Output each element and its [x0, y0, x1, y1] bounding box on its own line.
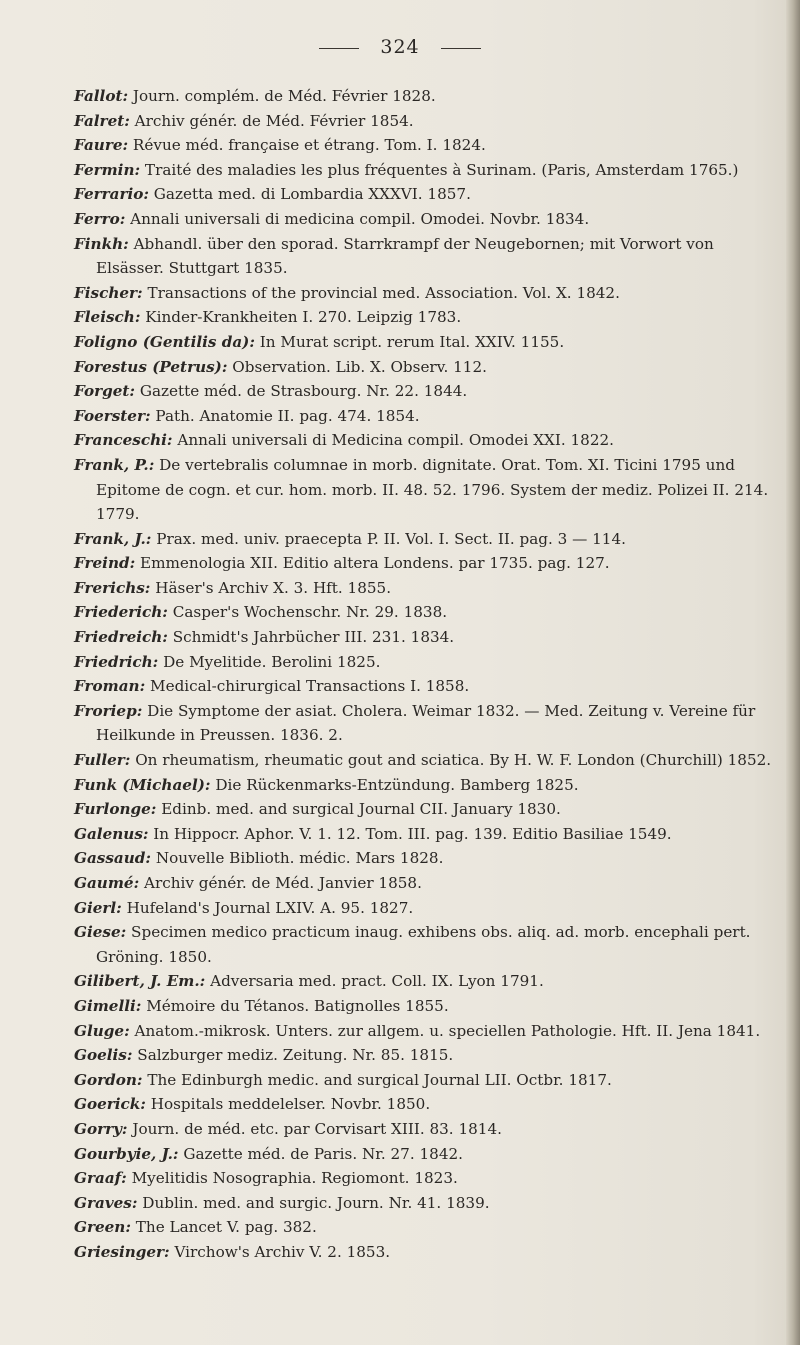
entry-text: Dublin. med. and surgic. Journ. Nr. 41. 1839. — [137, 1193, 490, 1212]
bibliography-entry — [74, 551, 779, 576]
header-rule-right — [441, 48, 481, 49]
bibliography-entry — [74, 305, 779, 330]
entry-text: De Myelitide. Berolini 1825. — [158, 652, 381, 671]
entry-author: Green: — [74, 1218, 131, 1237]
bibliography-entry — [74, 822, 779, 847]
entry-author: Fischer: — [74, 283, 143, 302]
bibliography-entry — [74, 1092, 779, 1117]
bibliography-entry — [74, 1215, 779, 1240]
bibliography-entry — [74, 896, 779, 921]
entry-author: Froriep: — [74, 701, 143, 720]
entry-author: Griesinger: — [74, 1242, 170, 1261]
entry-author: Fermin: — [74, 160, 141, 179]
entry-text: Traité des maladies les plus fréquentes à Surinam. (Paris, Amsterdam 1765.) — [140, 160, 739, 179]
bibliography-entry — [74, 428, 779, 453]
entry-author: Frank, P.: — [74, 455, 155, 474]
entry-author: Forget: — [74, 382, 135, 401]
page-header — [0, 36, 800, 58]
bibliography-entry — [74, 1191, 779, 1216]
bibliography-entry — [74, 281, 779, 306]
entry-text: Transactions of the provincial med. Association. Vol. X. 1842. — [142, 283, 620, 302]
entry-text: Journ. complém. de Méd. Février 1828. — [128, 87, 436, 105]
entry-author: Friederich: — [74, 603, 168, 622]
entry-text: Kinder-Krankheiten I. 270. Leipzig 1783. — [140, 308, 462, 327]
bibliography-list — [74, 84, 779, 1265]
entry-text: The Lancet V. pag. 382. — [130, 1218, 317, 1237]
entry-text: On rheumatism, rheumatic gout and sciatica. By H. W. F. London (Churchill) 1852. — [130, 751, 772, 770]
entry-text: Hospitals meddelelser. Novbr. 1850. — [145, 1095, 431, 1114]
entry-author: Frank, J.: — [74, 529, 152, 548]
entry-text: Specimen medico practicum inaug. exhibens obs. aliq. ad. morb. encephali pert. Gröning. 1850. — [96, 923, 751, 966]
entry-author: Gilibert, J. Em.: — [74, 972, 206, 991]
entry-author: Gassaud: — [74, 849, 152, 868]
bibliography-entry — [74, 133, 779, 158]
entry-text: De vertebralis columnae in morb. dignitate. Orat. Tom. XI. Ticini 1795 und Epitome de cogn. et cur. hom. morb. II. 48. 52. 1796. System der mediz. Polizei II. 214. 1779. — [96, 455, 769, 524]
entry-author: Graaf: — [74, 1169, 127, 1188]
bibliography-entry — [74, 871, 779, 896]
bibliography-entry — [74, 232, 779, 281]
entry-author: Galenus: — [74, 824, 149, 843]
bibliography-entry — [74, 674, 779, 699]
entry-text: Archiv génér. de Méd. Janvier 1858. — [139, 874, 422, 892]
bibliography-entry — [74, 1068, 779, 1093]
entry-text: Prax. med. univ. praecepta P. II. Vol. I. Sect. II. pag. 3 — 114. — [151, 529, 626, 548]
entry-author: Gluge: — [74, 1021, 130, 1040]
bibliography-entry — [74, 109, 779, 134]
entry-text: Die Rückenmarks-Entzündung. Bamberg 1825. — [210, 775, 579, 794]
entry-text: In Murat script. rerum Ital. XXIV. 1155. — [254, 332, 565, 351]
entry-text: In Hippocr. Aphor. V. 1. 12. Tom. III. pag. 139. Editio Basiliae 1549. — [148, 824, 672, 843]
entry-author: Friedrich: — [74, 652, 159, 671]
entry-text: Archiv génér. de Méd. Février 1854. — [129, 111, 414, 130]
entry-author: Fallot: — [74, 87, 129, 105]
entry-author: Gordon: — [74, 1070, 143, 1089]
entry-text: Virchow's Archiv V. 2. 1853. — [169, 1242, 391, 1261]
entry-author: Ferrario: — [74, 185, 149, 204]
entry-author: Gaumé: — [74, 874, 140, 892]
entry-text: Nouvelle Biblioth. médic. Mars 1828. — [151, 849, 444, 868]
entry-text: Abhandl. über den sporad. Starrkrampf der Neugebornen; mit Vorwort von Elsässer. Stuttgart 1835. — [96, 234, 714, 278]
page-number: 324 — [380, 36, 420, 58]
entry-author: Fleisch: — [74, 308, 141, 327]
entry-author: Faure: — [74, 136, 129, 155]
bibliography-entry — [74, 379, 779, 404]
bibliography-entry — [74, 1117, 779, 1142]
entry-author: Falret: — [74, 111, 130, 130]
page-edge-shadow — [786, 0, 800, 1345]
entry-author: Furlonge: — [74, 800, 157, 819]
bibliography-entry — [74, 84, 779, 109]
bibliography-entry — [74, 625, 779, 650]
entry-author: Fuller: — [74, 751, 131, 770]
entry-text: Annali universali di medicina compil. Omodei. Novbr. 1834. — [125, 209, 590, 228]
bibliography-entry — [74, 330, 779, 355]
entry-text: Hufeland's Journal LXIV. A. 95. 1827. — [121, 898, 414, 917]
bibliography-entry — [74, 600, 779, 625]
entry-author: Giese: — [74, 923, 127, 942]
entry-author: Gimelli: — [74, 996, 142, 1015]
entry-author: Freind: — [74, 554, 136, 573]
entry-text: Observation. Lib. X. Observ. 112. — [227, 357, 487, 376]
entry-text: Gazetta med. di Lombardia XXXVI. 1857. — [148, 185, 471, 204]
entry-text: Salzburger mediz. Zeitung. Nr. 85. 1815. — [132, 1046, 454, 1065]
bibliography-entry — [74, 748, 779, 773]
entry-text: Adversaria med. pract. Coll. IX. Lyon 1791. — [205, 972, 544, 991]
bibliography-entry — [74, 797, 779, 822]
entry-text: Annali universali di Medicina compil. Omodei XXI. 1822. — [172, 431, 614, 450]
entry-author: Frerichs: — [74, 578, 151, 597]
bibliography-entry — [74, 1142, 779, 1167]
entry-author: Gierl: — [74, 898, 122, 917]
bibliography-entry — [74, 1166, 779, 1191]
bibliography-entry — [74, 920, 779, 969]
entry-text: Häser's Archiv X. 3. Hft. 1855. — [150, 578, 392, 597]
entry-text: Gazette méd. de Strasbourg. Nr. 22. 1844. — [135, 382, 468, 401]
bibliography-entry — [74, 1240, 779, 1265]
bibliography-entry — [74, 576, 779, 601]
entry-text: Path. Anatomie II. pag. 474. 1854. — [150, 406, 420, 425]
entry-author: Franceschi: — [74, 431, 173, 450]
entry-author: Foerster: — [74, 406, 151, 425]
entry-text: Casper's Wochenschr. Nr. 29. 1838. — [167, 603, 448, 622]
entry-text: Journ. de méd. etc. par Corvisart XIII. 83. 1814. — [127, 1119, 502, 1138]
bibliography-entry — [74, 1043, 779, 1068]
entry-author: Forestus (Petrus): — [74, 357, 228, 376]
entry-text: Die Symptome der asiat. Cholera. Weimar 1832. — Med. Zeitung v. Vereine für Heilkunde in Preussen. 1836. 2. — [96, 701, 756, 745]
bibliography-entry — [74, 846, 779, 871]
bibliography-entry — [74, 650, 779, 675]
entry-text: Mémoire du Tétanos. Batignolles 1855. — [141, 996, 449, 1015]
bibliography-entry — [74, 1019, 779, 1044]
entry-text: Schmidt's Jahrbücher III. 231. 1834. — [167, 628, 455, 647]
bibliography-entry — [74, 182, 779, 207]
entry-text: Anatom.-mikrosk. Unters. zur allgem. u. speciellen Pathologie. Hft. II. Jena 1841. — [129, 1021, 761, 1040]
entry-text: Gazette méd. de Paris. Nr. 27. 1842. — [178, 1144, 463, 1163]
bibliography-entry — [74, 773, 779, 798]
bibliography-entry — [74, 158, 779, 183]
bibliography-entry — [74, 453, 779, 527]
entry-author: Ferro: — [74, 209, 126, 228]
header-rule-left — [319, 48, 359, 49]
bibliography-entry — [74, 404, 779, 429]
bibliography-entry — [74, 969, 779, 994]
entry-author: Finkh: — [74, 234, 129, 253]
entry-author: Goerick: — [74, 1095, 146, 1114]
bibliography-entry — [74, 355, 779, 380]
entry-author: Funk (Michael): — [74, 775, 211, 794]
entry-author: Foligno (Gentilis da): — [74, 332, 255, 351]
bibliography-entry — [74, 994, 779, 1019]
entry-author: Froman: — [74, 677, 146, 696]
entry-author: Gourbyie, J.: — [74, 1144, 179, 1163]
entry-text: Emmenologia XII. Editio altera Londens. par 1735. pag. 127. — [135, 554, 610, 573]
entry-text: The Edinburgh medic. and surgical Journal LII. Octbr. 1817. — [142, 1070, 612, 1089]
entry-text: Myelitidis Nosographia. Regiomont. 1823. — [126, 1169, 458, 1188]
bibliography-entry — [74, 527, 779, 552]
entry-text: Medical-chirurgical Transactions I. 1858. — [145, 677, 470, 696]
entry-author: Goelis: — [74, 1046, 133, 1065]
entry-author: Gorry: — [74, 1119, 128, 1138]
entry-author: Graves: — [74, 1193, 138, 1212]
entry-author: Friedreich: — [74, 628, 168, 647]
entry-text: Edinb. med. and surgical Journal CII. January 1830. — [156, 800, 561, 819]
entry-text: Révue méd. française et étrang. Tom. I. 1824. — [128, 136, 486, 155]
bibliography-entry — [74, 699, 779, 748]
bibliography-entry — [74, 207, 779, 232]
